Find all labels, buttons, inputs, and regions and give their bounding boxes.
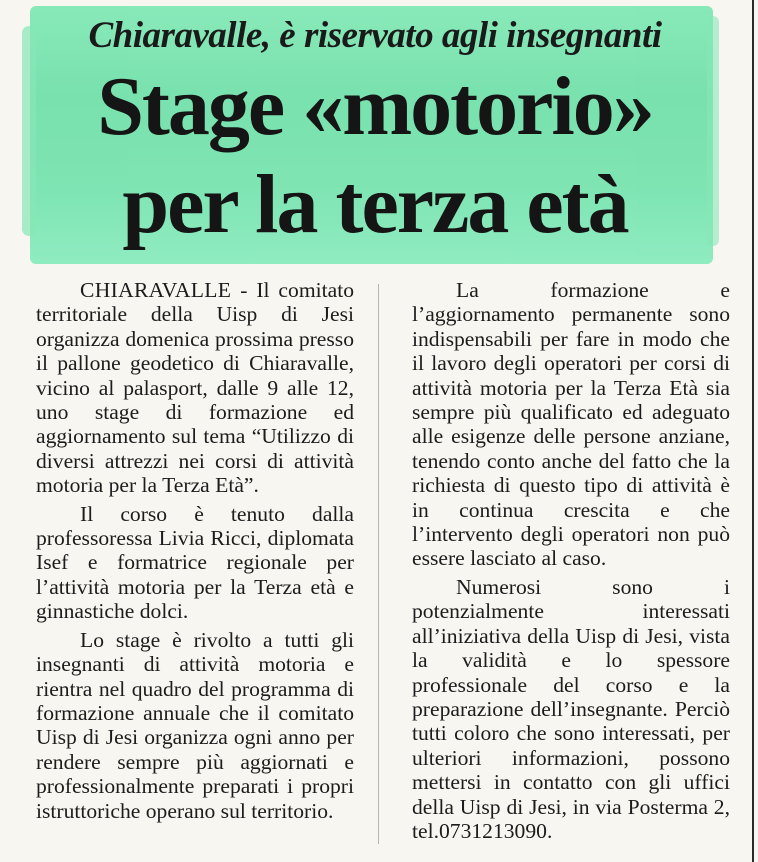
paragraph: Lo stage è rivolto a tutti gli insegnanti di attività motoria e rientra nel quadro del programma di formazione annuale che il comitato Uisp di Jesi organizza ogni anno per rendere sempre più aggiornati e professionalmente preparati i propri istruttoriche operano sul territorio. (36, 627, 354, 823)
paragraph-text: - Il comitato territoriale della Uisp di Jesi organizza domenica prossima presso il pallone geodetico di Chiaravalle, vicino al palasport, dalle 9 alle 12, uno stage di formazione ed aggiornamento sul tema “Utilizzo di diversi attrezzi nei corsi di attività motoria per la Terza Età”. (36, 278, 354, 498)
paragraph: Il corso è tenuto dalla professoressa Livia Ricci, diplomata Isef e formatrice regionale per l’attività motoria per la Terza età e ginnastiche dolci. (36, 501, 354, 624)
paragraph (36, 278, 354, 498)
paragraph: Numerosi sono i potenzialmente interessati all’iniziativa della Uisp di Jesi, vista la validità e lo spessore professionale del corso e la preparazione dell’insegnante. Perciò tutti coloro che sono interessati, per ulteriori informazioni, possono mettersi in contatto con gli uffici della Uisp di Jesi, in via Posterma 2, tel.0731213090. (412, 574, 730, 843)
page-edge-rule (752, 0, 754, 862)
article-column-right (412, 278, 730, 843)
column-divider (378, 284, 379, 844)
article-kicker: Chiaravalle, è riservato agli insegnanti (88, 15, 662, 56)
dateline: CHIARAVALLE (80, 278, 232, 302)
paragraph: La formazione e l’aggiornamento permanente sono indispensabili per fare in modo che il lavoro degli operatori per corsi di attività motoria per la Terza Età sia sempre più qualificato ed adeguato alle esigenze delle persone anziane, tenendo conto anche del fatto che la richiesta di questo tipo di attività è in continua crescita e che l’intervento degli operatori non può essere lasciato al caso. (412, 278, 730, 571)
article-column-left (36, 278, 354, 823)
article-title-line-2: per la terza età (122, 158, 628, 251)
article-title-line-1: Stage «motorio» (97, 60, 653, 153)
